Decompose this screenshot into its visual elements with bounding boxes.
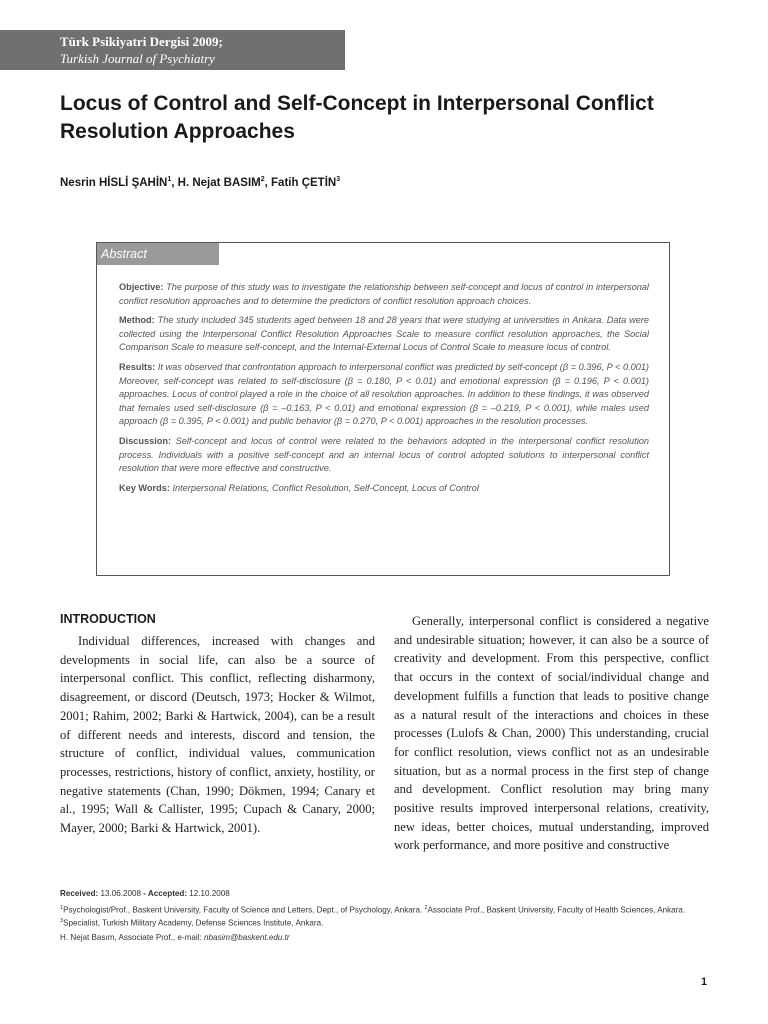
corresponding-email-link[interactable]: nbasim@baskent.edu.tr — [203, 932, 290, 942]
abstract-results — [119, 361, 649, 429]
footnotes — [60, 888, 710, 946]
body-column-left — [60, 612, 375, 838]
abstract-results-text: It was observed that confrontation approach to interpersonal conflict was predicted by self-concept (β = 0.396, P < 0.001) Moreover, self-concept was related to self-disclosure (β = 0.180, P < 0.01) and emotional expression (β = 0.196, P < 0.001) approaches. Locus of control played a role in the choice of all resolution approaches. In addition to these findings, it was observed that females used self-disclosure (β = –0.163, P < 0.01) and emotional expression (β = –0.219, P < 0.001), while males used approach (β = 0.395, P < 0.001) and public behavior (β = 0.270, P < 0.001) approaches in the resolution processes. — [119, 361, 649, 427]
abstract-keywords-label: Key Words: — [119, 482, 170, 493]
corresponding-author — [60, 932, 710, 944]
author-list — [60, 176, 340, 189]
abstract-objective — [119, 281, 649, 308]
abstract-keywords-text: Interpersonal Relations, Conflict Resolution, Self-Concept, Locus of Control — [172, 482, 479, 493]
abstract-body — [119, 281, 649, 501]
received-accepted-dates — [60, 888, 710, 900]
abstract-label: Abstract — [97, 243, 219, 265]
accepted-date: 12.10.2008 — [189, 889, 230, 898]
received-label: Received: — [60, 889, 99, 898]
abstract-discussion-label: Discussion: — [119, 435, 172, 446]
affiliation-3: Specialist, Turkish Military Academy, Defense Sciences Institute, Ankara. — [63, 918, 324, 928]
journal-name-english: Turkish Journal of Psychiatry — [60, 51, 215, 66]
intro-paragraph-2: Generally, interpersonal conflict is considered a negative and undesirable situation; however, it can also be a source of creativity and development. From this perspective, conflict that occurs in the context of social/individual change and development fulfills a function that leads to positive change as a natural result of the interactions and choices in these processes (Lulofs & Chan, 2000) This understanding, crucial for conflict resolution, views conflict not as an undesirable situation, but as a normal process in the first step of change and development. Conflict resolution may bring many positive results improved interpersonal relations, creativity, new ideas, better choices, mutual understanding, improved work performance, and more positive and constructive — [394, 614, 709, 853]
abstract-method — [119, 314, 649, 355]
abstract-discussion-text: Self-concept and locus of control were related to the behaviors adopted in the interpersonal conflict resolution process. Individuals with a positive self-concept and an internal locus of control adopted solutions to interpersonal conflict resolution that were more effective and constructive. — [119, 435, 649, 474]
accepted-label: - Accepted: — [143, 889, 188, 898]
corresponding-author-text: H. Nejat Basım, Associate Prof., e-mail: — [60, 932, 202, 942]
affiliation-1: Psychologist/Prof., Baskent University, Faculty of Science and Letters, Dept., of Psychology, Ankara. — [63, 905, 423, 915]
affiliations — [60, 903, 710, 929]
abstract-discussion — [119, 435, 649, 476]
section-heading-introduction: INTRODUCTION — [60, 612, 156, 626]
received-date: 13.06.2008 — [100, 889, 142, 898]
author-name: Nesrin HİSLİ ŞAHİN — [60, 176, 168, 189]
affiliation-mark: 2 — [424, 904, 428, 911]
journal-banner — [0, 30, 345, 70]
body-column-right — [394, 612, 709, 855]
intro-paragraph-1: Individual differences, increased with changes and developments in social life, can also be a source of interpersonal conflict. This conflict, reflecting disharmony, disagreement, or discord (Deutsch, 1973; Hocker & Wilmot, 2001; Rahim, 2002; Barki & Hartwick, 2004), can be a result of different needs and interests, discord and tension, the structure of conflict, individual values, communication processes, restrictions, history of conflict, anxiety, hostility, or negative statements (Chan, 1990; Dökmen, 1994; Canary et al., 1995; Wall & Callister, 1995; Cupach & Canary, 2000; Mayer, 2000; Barki & Hartwick, 2001). — [60, 634, 375, 836]
author-affiliation-mark: 2 — [260, 176, 265, 183]
author-separator: , — [264, 176, 272, 189]
abstract-objective-text: The purpose of this study was to investigate the relationship between self-concept and locus of control in interpersonal conflict resolution approaches and to determine the predictors of conflict resolution approach choices. — [119, 282, 649, 306]
article-title: Locus of Control and Self-Concept in Interpersonal Conflict Resolution Approaches — [60, 92, 654, 143]
page-number: 1 — [701, 976, 708, 988]
abstract-method-text: The study included 345 students aged between 18 and 28 years that were studying at universities in Ankara. Data were collected using the Interpersonal Conflict Resolution Approaches Scale to measure conflict resolution approaches, the Social Comparison Scale to measure self-concept, and the Internal-External Locus of Control Scale to measure locus of control. — [119, 315, 649, 353]
abstract-objective-label: Objective: — [119, 282, 164, 292]
author-affiliation-mark: 1 — [167, 176, 172, 183]
abstract-results-label: Results: — [119, 361, 156, 372]
affiliation-2: Associate Prof., Baskent University, Faculty of Health Sciences, Ankara. — [427, 905, 686, 915]
affiliation-mark: 1 — [60, 904, 64, 911]
abstract-keywords — [119, 482, 649, 496]
affiliation-mark: 3 — [60, 917, 64, 924]
author-affiliation-mark: 3 — [336, 176, 341, 183]
journal-name-turkish: Türk Psikiyatri Dergisi 2009; — [60, 34, 223, 49]
author-name: Fatih ÇETİN — [271, 176, 337, 189]
abstract-box — [96, 242, 670, 576]
author-name: H. Nejat BASIM — [177, 176, 261, 189]
abstract-method-label: Method: — [119, 315, 155, 326]
author-separator: , — [171, 176, 178, 189]
